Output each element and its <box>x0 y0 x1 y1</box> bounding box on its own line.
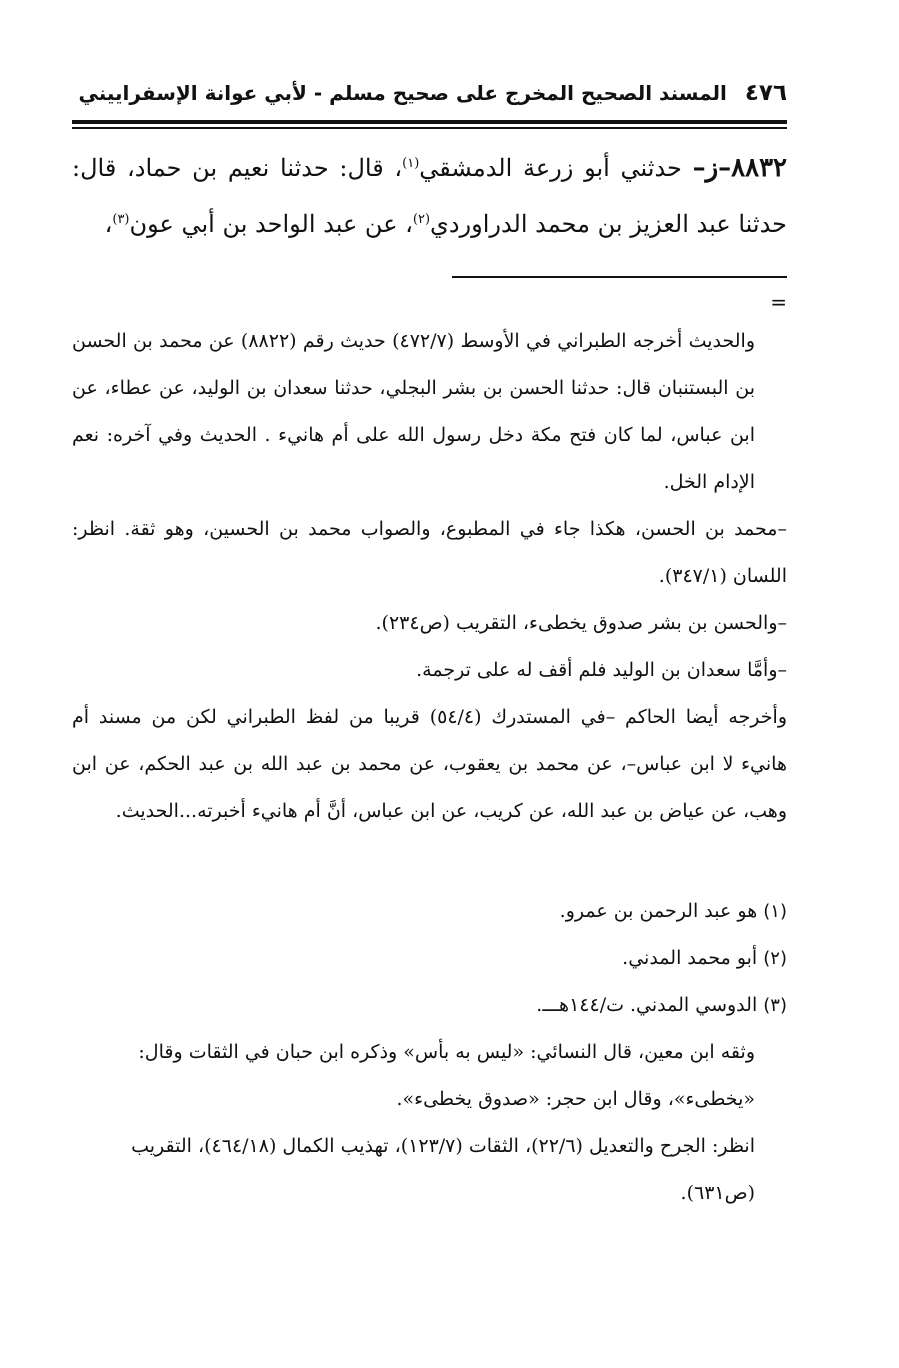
note-paragraph: والحديث أخرجه الطبراني في الأوسط (٤٧٢/٧) حديث رقم (٨٨٢٢) عن محمد بن الحسن بن البستنبان قال: حدثنا الحسن بن بشر البجلي، حدثنا سعدان بن الوليد، عن عطاء، عن ابن عباس، لما كان فتح مكة دخل رسول الله على أم هانيء . الحديث وفي آخره: نعم الإدام الخل. <box>72 330 755 493</box>
hadith-segment: ، عن عبد الواحد بن أبي عون <box>129 210 413 238</box>
page-header <box>72 70 787 120</box>
footnote-ref: (٢) <box>412 212 431 227</box>
page-number: ٤٧٦ <box>744 80 787 106</box>
footnote-item <box>72 982 787 1029</box>
hadith-text <box>72 140 787 252</box>
continuation-mark: = <box>770 290 787 314</box>
footnote-detail: انظر: الجرح والتعديل (٢٢/٦)، الثقات (١٢٣/٧)، تهذيب الكمال (٤٦٤/١٨)، التقريب (ص٦٣١). <box>131 1135 755 1204</box>
note-paragraph: –والحسن بن بشر صدوق يخطىء، التقريب (ص٢٣٤). <box>375 612 787 634</box>
note-paragraph: –وأمَّا سعدان بن الوليد فلم أقف له على ترجمة. <box>416 659 787 681</box>
note-paragraph: وأخرجه أيضا الحاكم –في المستدرك (٥٤/٤) قريبا من لفظ الطبراني لكن من مسند أم هانيء لا ابن عباس–، عن محمد بن يعقوب، عن محمد بن عبد الله بن عبد الحكم، عن ابن وهب، عن عياض بن عبد الله، عن كريب، عن ابن عباس، أنَّ أم هانيء أخبرته...الحديث. <box>72 706 787 822</box>
footnote-item <box>72 888 787 935</box>
hadith-paragraph <box>72 140 787 252</box>
hadith-number: ٨٨٣٢–ز– <box>692 153 788 183</box>
note-paragraph: –محمد بن الحسن، هكذا جاء في المطبوع، والصواب محمد بن الحسين، وهو ثقة. انظر: اللسان (٣٤٧/١). <box>72 518 787 587</box>
footnote-detail: وثقه ابن معين، قال النسائي: «ليس به بأس» وذكره ابن حبان في الثقات وقال: «يخطىء»، وقال ابن حجر: «صدوق يخطىء». <box>138 1041 755 1110</box>
footnote-label: (٣) <box>763 995 787 1016</box>
footnote-separator <box>452 276 787 278</box>
hadith-segment: ، <box>104 210 113 238</box>
footnotes-section <box>72 888 787 1217</box>
footnote-text: الدوسي المدني. ت/١٤٤هـــ. <box>536 994 758 1016</box>
footnote-label: (١) <box>763 901 787 922</box>
footnote-ref: (٣) <box>112 212 130 227</box>
footnote-item <box>72 935 787 982</box>
notes-section <box>72 318 787 835</box>
header-rule-thick <box>72 120 787 124</box>
footnote-label: (٢) <box>763 948 787 969</box>
header-row <box>72 80 787 106</box>
header-rule-thin <box>72 127 787 129</box>
footnote-text: هو عبد الرحمن بن عمرو. <box>559 900 758 922</box>
hadith-segment: ، قال: حدثنا نعيم بن حماد، قال: حدثنا عبد العزيز بن محمد الدراوردي <box>72 154 787 238</box>
hadith-segment: حدثني أبو زرعة الدمشقي <box>419 154 693 182</box>
running-title: المسند الصحيح المخرج على صحيح مسلم - لأبي عوانة الإسفراييني <box>78 81 727 105</box>
footnote-ref: (١) <box>402 156 420 171</box>
footnote-text: أبو محمد المدني. <box>622 947 758 969</box>
